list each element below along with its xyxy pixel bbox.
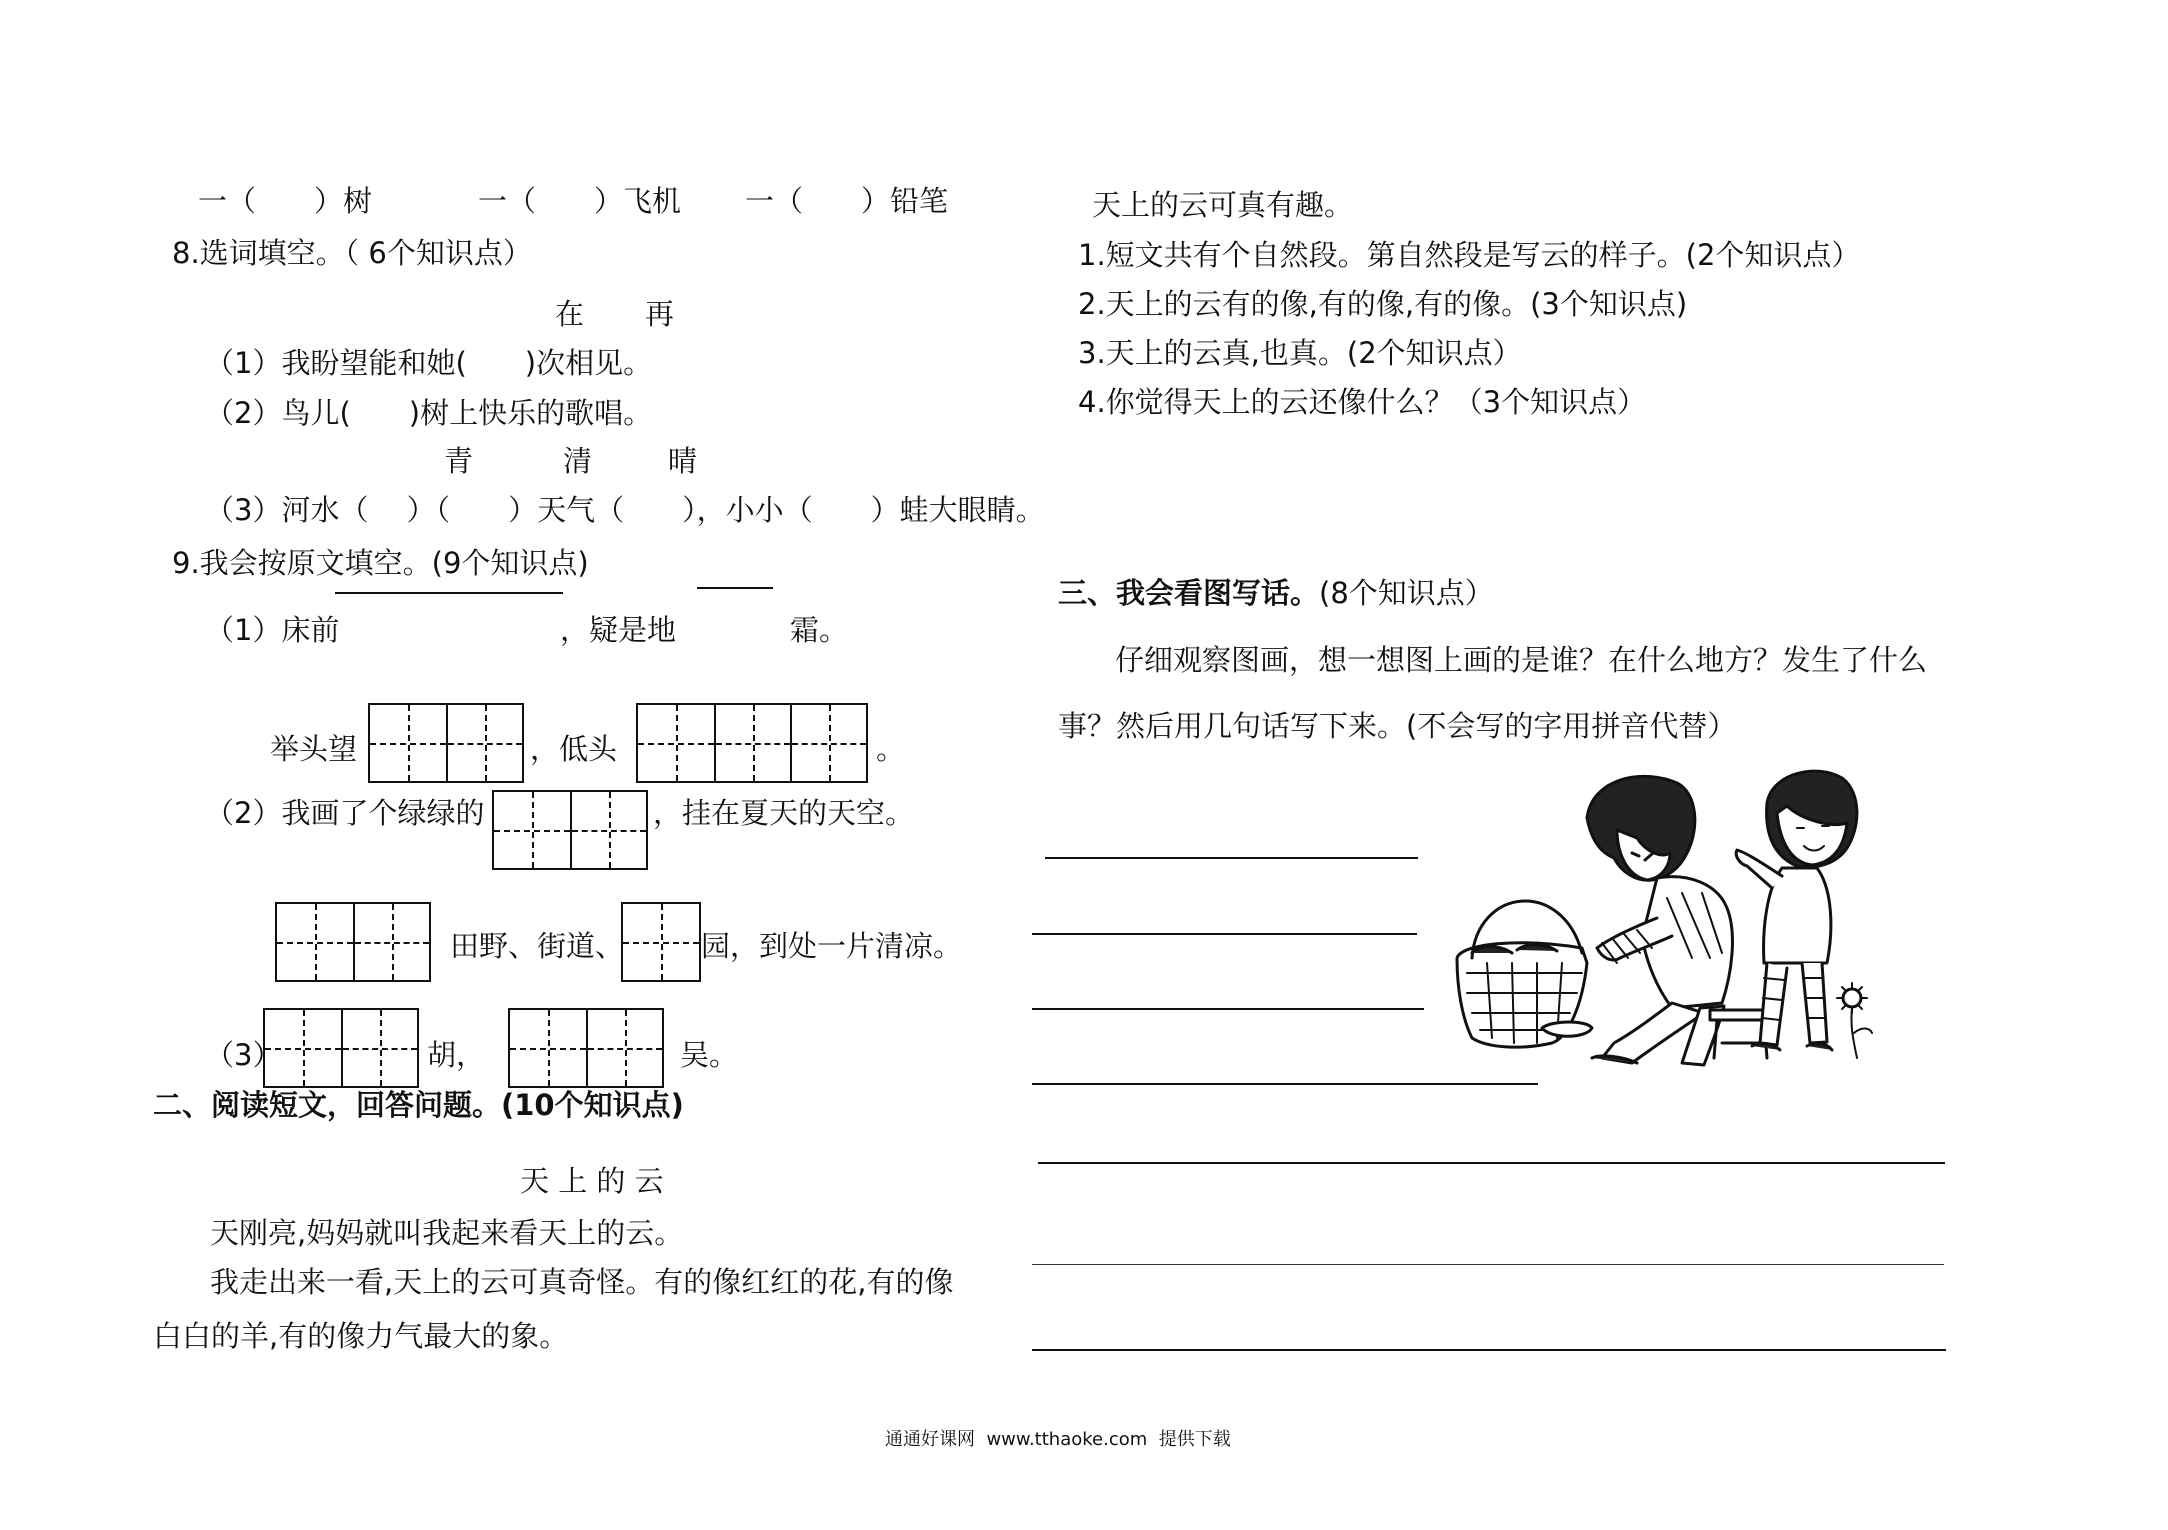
section3-instruction-2: 事？然后用几句话写下来。(不会写的字用拼音代替） — [1058, 709, 1737, 743]
q8-item-1: （1）我盼望能和她( )次相见。 — [205, 346, 653, 380]
q9-line4-suffix: 园，到处一片清凉。 — [701, 929, 963, 963]
writing-grid-7[interactable] — [508, 1008, 664, 1088]
q9-line3-prefix: （2）我画了个绿绿的 — [205, 796, 485, 830]
question-2: 2.天上的云有的像,有的像,有的像。(3个知识点) — [1078, 287, 1688, 321]
q8-item-2: （2）鸟儿( )树上快乐的歌唱。 — [205, 396, 653, 430]
q9-line1-prefix: （1）床前 — [205, 613, 340, 647]
picture-illustration — [1442, 758, 1882, 1073]
q9-line1-mid: ，疑是地 — [560, 613, 677, 647]
passage-para-2-line-2: 白白的羊,有的像力气最大的象。 — [153, 1319, 569, 1353]
q9-line3-suffix: ，挂在夏天的天空。 — [653, 796, 915, 830]
writing-line-4[interactable] — [1032, 1083, 1538, 1085]
writing-line-6[interactable] — [1032, 1264, 1944, 1265]
q8-word-1: 在 — [555, 297, 585, 331]
section3-heading-note: (8个知识点） — [1319, 576, 1494, 610]
q8-word-2: 再 — [645, 297, 675, 331]
q9-line2-mid: ，低头 — [530, 732, 618, 766]
question-1: 1.短文共有个自然段。第自然段是写云的样子。(2个知识点） — [1078, 238, 1861, 272]
q9-line5-mid: 胡， — [427, 1038, 486, 1072]
writing-grid-3[interactable] — [492, 790, 648, 870]
question-4: 4.你觉得天上的云还像什么？（3个知识点） — [1078, 385, 1647, 419]
q9-line5-suffix: 吴。 — [680, 1038, 739, 1072]
passage-title: 天 上 的 云 — [520, 1164, 664, 1198]
q9-answer-line-1[interactable] — [335, 592, 563, 594]
q9-answer-line-2[interactable] — [697, 587, 773, 589]
section2-heading: 二、阅读短文，回答问题。(10个知识点) — [153, 1088, 684, 1122]
writing-grid-5[interactable] — [621, 902, 701, 982]
section3-heading: 三、我会看图写话。 — [1058, 576, 1320, 610]
q9-line2-prefix: 举头望 — [270, 732, 358, 766]
question-3: 3.天上的云真,也真。(2个知识点） — [1078, 336, 1522, 370]
writing-line-7[interactable] — [1032, 1349, 1946, 1351]
q9-line1-end: 霜。 — [790, 613, 849, 647]
q8-word-4: 清 — [563, 444, 593, 478]
q8-heading: 8.选词填空。（ 6个知识点） — [172, 236, 532, 270]
writing-grid-1[interactable] — [368, 703, 524, 783]
q9-heading: 9.我会按原文填空。(9个知识点) — [172, 546, 589, 580]
measure-blank-1: 一（ ）树 — [198, 184, 373, 218]
q9-line4-mid: 田野、街道、 — [450, 929, 625, 963]
writing-line-3[interactable] — [1032, 1008, 1424, 1010]
section3-instruction-1: 仔细观察图画，想一想图上画的是谁？在什么地方？发生了什么 — [1115, 643, 1928, 677]
writing-grid-6[interactable] — [263, 1008, 419, 1088]
writing-grid-2[interactable] — [636, 703, 868, 783]
q9-line5-prefix: （3） — [205, 1038, 282, 1072]
q8-item-3: （3）河水（ ）（ ）天气（ ），小小（ ）蛙大眼睛。 — [205, 493, 1045, 527]
measure-blank-2: 一（ ）飞机 — [478, 184, 682, 218]
footer-credit: 通通好课网 www.tthaoke.com 提供下载 — [885, 1429, 1231, 1450]
writing-line-1[interactable] — [1045, 857, 1418, 859]
q9-line2-end: 。 — [876, 732, 906, 766]
section3-heading-row — [1058, 575, 1494, 611]
passage-para-1: 天刚亮,妈妈就叫我起来看天上的云。 — [210, 1216, 684, 1250]
q8-word-3: 青 — [444, 444, 474, 478]
writing-line-5[interactable] — [1038, 1162, 1945, 1164]
passage-para-2-line-1: 我走出来一看,天上的云可真奇怪。有的像红红的花,有的像 — [210, 1265, 954, 1299]
writing-grid-4[interactable] — [275, 902, 431, 982]
measure-blank-3: 一（ ）铅笔 — [745, 184, 949, 218]
q8-word-5: 晴 — [668, 444, 698, 478]
writing-line-2[interactable] — [1032, 933, 1417, 935]
passage-end: 天上的云可真有趣。 — [1092, 188, 1354, 222]
